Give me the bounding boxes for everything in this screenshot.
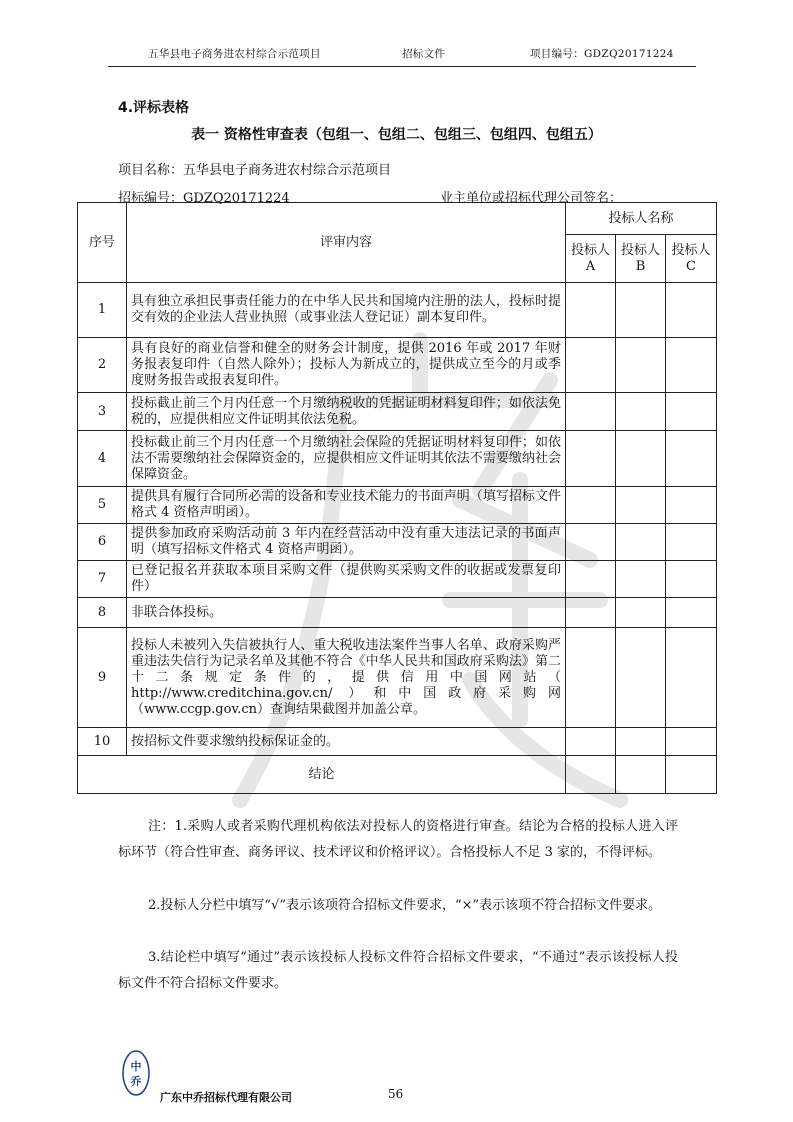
table-row — [78, 487, 717, 524]
row-no: 9 — [78, 628, 127, 728]
table-title: 表一 资格性审查表（包组一、包组二、包组三、包组四、包组五） — [191, 127, 602, 143]
row-no: 4 — [78, 431, 127, 487]
row-no: 1 — [78, 283, 127, 338]
table-row — [78, 524, 717, 561]
note-2: 2.投标人分栏中填写“√”表示该项符合招标文件要求，“×”表示该项不符合招标文件要求。 — [148, 898, 662, 913]
header-project: 五华县电子商务进农村综合示范项目 — [148, 48, 321, 60]
cell-bidder-a[interactable] — [566, 487, 616, 524]
project-name: 项目名称：五华县电子商务进农村综合示范项目 — [118, 163, 392, 178]
header-bidder-a: 投标人 A — [566, 235, 616, 283]
table-row — [78, 728, 717, 756]
cell-bidder-c[interactable] — [666, 561, 717, 598]
row-text: 具有独立承担民事责任能力的在中华人民共和国境内注册的法人，投标时提交有效的企业法人营业执照（或事业法人登记证）副本复印件。 — [127, 283, 566, 338]
header-bidders: 投标人名称 — [566, 203, 717, 235]
cell-conclusion-b[interactable] — [616, 756, 666, 794]
header-code: 项目编号：GDZQ20171224 — [530, 48, 674, 60]
cell-bidder-a[interactable] — [566, 524, 616, 561]
row-no: 10 — [78, 728, 127, 756]
cell-bidder-a[interactable] — [566, 338, 616, 393]
note-3: 3.结论栏中填写“通过”表示该投标人投标文件符合招标文件要求，“不通过”表示该投标人投标文件不符合招标文件要求。 — [118, 950, 678, 991]
cell-bidder-a[interactable] — [566, 561, 616, 598]
table-row — [78, 561, 717, 598]
row-text: 投标截止前三个月内任意一个月缴纳税收的凭据证明材料复印件；如依法免税的，应提供相应文件证明其依法免税。 — [127, 393, 566, 431]
cell-conclusion-c[interactable] — [666, 756, 717, 794]
cell-bidder-b[interactable] — [616, 283, 666, 338]
row-text: 具有良好的商业信誉和健全的财务会计制度，提供 2016 年或 2017 年财务报表复印件（自然人除外）；投标人为新成立的，提供成立至今的月或季度财务报告或报表复印件。 — [127, 338, 566, 393]
cell-bidder-b[interactable] — [616, 487, 666, 524]
cell-bidder-c[interactable] — [666, 338, 717, 393]
row-text: 提供参加政府采购活动前 3 年内在经营活动中没有重大违法记录的书面声明（填写招标文件格式 4 资格声明函）。 — [127, 524, 566, 561]
signature-label: 业主单位或招标代理公司签名： — [440, 191, 623, 206]
row-no: 6 — [78, 524, 127, 561]
cell-bidder-a[interactable] — [566, 393, 616, 431]
cell-bidder-b[interactable] — [616, 561, 666, 598]
row-text: 已登记报名并获取本项目采购文件（提供购买采购文件的收据或发票复印件） — [127, 561, 566, 598]
cell-bidder-c[interactable] — [666, 393, 717, 431]
cell-conclusion-a[interactable] — [566, 756, 616, 794]
conclusion-label: 结论 — [78, 756, 566, 794]
row-no: 7 — [78, 561, 127, 598]
company-logo — [122, 1050, 150, 1096]
cell-bidder-a[interactable] — [566, 628, 616, 728]
cell-bidder-a[interactable] — [566, 431, 616, 487]
table-row — [78, 283, 717, 338]
header-no: 序号 — [78, 203, 127, 283]
cell-bidder-c[interactable] — [666, 524, 717, 561]
page-number: 56 — [388, 1087, 404, 1101]
cell-bidder-c[interactable] — [666, 431, 717, 487]
table-row — [78, 628, 717, 728]
cell-bidder-b[interactable] — [616, 431, 666, 487]
cell-bidder-b[interactable] — [616, 338, 666, 393]
table-header-row — [78, 203, 717, 235]
header-content: 评审内容 — [127, 203, 566, 283]
table-row — [78, 598, 717, 628]
tender-number: 招标编号：GDZQ20171224 — [118, 191, 290, 206]
cell-bidder-c[interactable] — [666, 598, 717, 628]
header-rule — [108, 66, 696, 67]
cell-bidder-b[interactable] — [616, 628, 666, 728]
cell-bidder-c[interactable] — [666, 628, 717, 728]
header-bidder-b: 投标人 B — [616, 235, 666, 283]
cell-bidder-b[interactable] — [616, 524, 666, 561]
header-doc: 招标文件 — [402, 48, 446, 60]
cell-bidder-c[interactable] — [666, 487, 717, 524]
row-no: 3 — [78, 393, 127, 431]
row-text: 按招标文件要求缴纳投标保证金的。 — [127, 728, 566, 756]
row-text: 提供具有履行合同所必需的设备和专业技术能力的书面声明（填写招标文件格式 4 资格声明函）。 — [127, 487, 566, 524]
cell-bidder-a[interactable] — [566, 598, 616, 628]
row-text: 投标人未被列入失信被执行人、重大税收违法案件当事人名单、政府采购严重违法失信行为记录名单及其他不符合《中华人民共和国政府采购法》第二十二条规定条件的，提供信用中国网站（ http://www.creditchina.gov.cn/ ）和中国政府采购网（www.ccgp.gov.cn）查询结果截图并加盖公章。 — [127, 628, 566, 728]
svg-text:中: 中 — [130, 1060, 142, 1073]
cell-bidder-b[interactable] — [616, 393, 666, 431]
section-title: 4.评标表格 — [118, 100, 190, 116]
footer-company: 广东中乔招标代理有限公司 — [160, 1091, 292, 1104]
cell-bidder-c[interactable] — [666, 283, 717, 338]
row-no: 8 — [78, 598, 127, 628]
cell-bidder-b[interactable] — [616, 728, 666, 756]
conclusion-row — [78, 756, 717, 794]
row-text: 投标截止前三个月内任意一个月缴纳社会保险的凭据证明材料复印件；如依法不需要缴纳社会保障资金的，应提供相应文件证明其依法不需要缴纳社会保障资金。 — [127, 431, 566, 487]
row-text: 非联合体投标。 — [127, 598, 566, 628]
table-row — [78, 393, 717, 431]
note-1: 注：1.采购人或者采购代理机构依法对投标人的资格进行审查。结论为合格的投标人进入评标环节（符合性审查、商务评议、技术评议和价格评议）。合格投标人不足 3 家的，不得评标。 — [118, 819, 678, 860]
row-no: 5 — [78, 487, 127, 524]
svg-text:乔: 乔 — [130, 1075, 142, 1088]
cell-bidder-a[interactable] — [566, 283, 616, 338]
table-row — [78, 431, 717, 487]
cell-bidder-a[interactable] — [566, 728, 616, 756]
cell-bidder-c[interactable] — [666, 728, 717, 756]
row-no: 2 — [78, 338, 127, 393]
qualification-table — [77, 202, 717, 794]
header-bidder-c: 投标人 C — [666, 235, 717, 283]
cell-bidder-b[interactable] — [616, 598, 666, 628]
table-row — [78, 338, 717, 393]
